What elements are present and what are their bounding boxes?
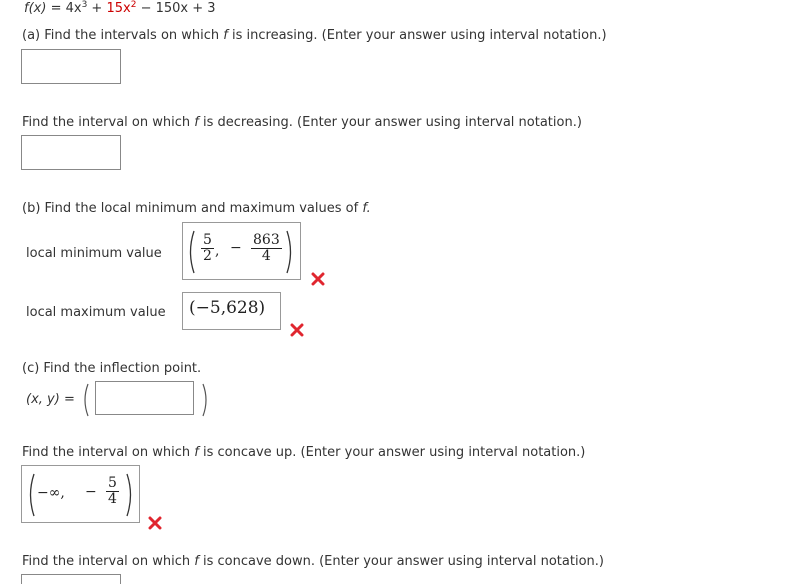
- term-rest: − 150x + 3: [136, 1, 216, 16]
- prompt-text: is concave up. (Enter your answer using interval notation.): [198, 445, 586, 460]
- left-paren: [26, 473, 36, 517]
- local-max-value: (−5,628): [189, 298, 266, 318]
- prompt-f: f: [194, 554, 199, 569]
- prompt-f: f: [194, 445, 199, 460]
- exponent-2: 2: [130, 0, 137, 10]
- incorrect-x-icon: [311, 272, 325, 286]
- prompt-text: Find the interval on which: [22, 445, 195, 460]
- negative-infinity: −∞,: [37, 485, 65, 501]
- right-paren: [201, 383, 211, 417]
- function-name: f(x): [24, 1, 47, 16]
- left-paren: [80, 383, 90, 417]
- part-b-prompt: [22, 201, 371, 216]
- fraction-numerator: 863: [253, 232, 280, 248]
- fraction-numerator: 5: [108, 475, 117, 491]
- prompt-text: is concave down. (Enter your answer using interval notation.): [198, 554, 604, 569]
- decreasing-prompt: [22, 115, 582, 130]
- concave-down-input[interactable]: [21, 574, 121, 584]
- term-1: = 4x: [50, 1, 82, 16]
- local-max-label: local maximum value: [26, 305, 166, 320]
- highlighted-term: 15x: [106, 1, 131, 16]
- concave-up-prompt: [22, 445, 585, 460]
- prompt-f: f.: [362, 201, 371, 216]
- concave-down-prompt: [22, 554, 604, 569]
- prompt-text: is increasing. (Enter your answer using interval notation.): [227, 28, 607, 43]
- equals-sign: =: [63, 392, 75, 407]
- local-max-answer-box[interactable]: [182, 292, 281, 330]
- incorrect-x-icon: [290, 323, 304, 337]
- prompt-f: f: [223, 28, 228, 43]
- part-c-prompt: (c) Find the inflection point.: [22, 361, 202, 376]
- part-a-prompt: [22, 28, 607, 43]
- local-min-answer-box[interactable]: [182, 222, 301, 280]
- prompt-f: f: [194, 115, 199, 130]
- local-min-label: local minimum value: [26, 246, 162, 261]
- minus-sign: −: [230, 240, 242, 256]
- fraction-numerator: 5: [203, 232, 212, 248]
- function-definition: [24, 1, 216, 16]
- xy-label: [26, 392, 75, 407]
- fraction-denominator: 4: [261, 248, 271, 264]
- exponent-1: 3: [81, 0, 88, 10]
- concave-up-fraction: [106, 476, 119, 507]
- incorrect-x-icon: [148, 516, 162, 530]
- prompt-text: (b) Find the local minimum and maximum values of: [22, 201, 363, 216]
- fraction-denominator: 2: [203, 248, 212, 264]
- right-paren: [125, 473, 135, 517]
- fraction-denominator: 4: [108, 491, 117, 507]
- right-paren: [285, 230, 295, 274]
- prompt-text: (a) Find the intervals on which: [22, 28, 224, 43]
- plus-sign: +: [87, 1, 107, 16]
- prompt-text: Find the interval on which: [22, 115, 195, 130]
- min-y-fraction: [251, 233, 282, 264]
- comma: ,: [215, 243, 220, 259]
- decreasing-interval-input[interactable]: [21, 135, 121, 170]
- prompt-text: is decreasing. (Enter your answer using interval notation.): [198, 115, 582, 130]
- min-x-fraction: [201, 233, 214, 264]
- inflection-point-input[interactable]: [95, 381, 194, 415]
- minus-sign: −: [85, 484, 97, 500]
- xy-variables: (x, y): [26, 392, 60, 407]
- prompt-text: Find the interval on which: [22, 554, 195, 569]
- left-paren: [186, 230, 196, 274]
- concave-up-answer-box[interactable]: [21, 465, 140, 523]
- increasing-interval-input[interactable]: [21, 49, 121, 84]
